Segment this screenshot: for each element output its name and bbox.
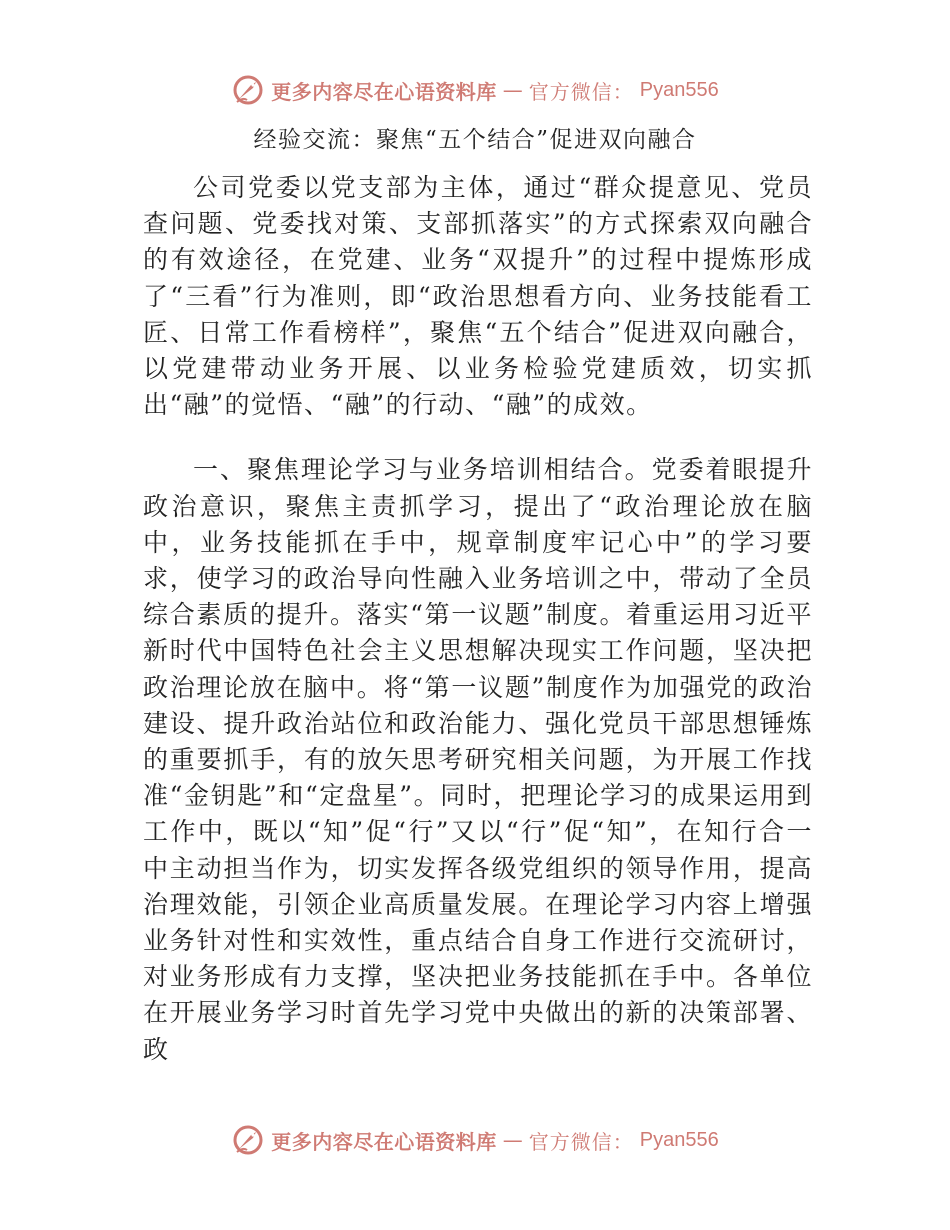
watermark-footer [0, 1122, 950, 1158]
watermark-id: Pyan556 [639, 78, 719, 101]
watermark-header [0, 72, 950, 108]
watermark-dash: — [502, 78, 523, 102]
paragraph-intro: 公司党委以党支部为主体，通过“群众提意见、党员查问题、党委找对策、支部抓落实”的方式探索双向融合的有效途径，在党建、业务“双提升”的过程中提炼形成了“三看”行为准则，即“政治思想看方向、业务技能看工匠、日常工作看榜样”，聚焦“五个结合”促进双向融合，以党建带动业务开展、以业务检验党建质效，切实抓出“融”的觉悟、“融”的行动、“融”的成效。 [143, 173, 813, 420]
watermark-sub: 官方微信： [528, 1129, 634, 1154]
paragraph-section-one: 一、聚焦理论学习与业务培训相结合。党委着眼提升政治意识，聚焦主责抓学习，提出了“政治理论放在脑中，业务技能抓在手中，规章制度牢记心中”的学习要求，使学习的政治导向性融入业务培训之中，带动了全员综合素质的提升。落实“第一议题”制度。着重运用习近平新时代中国特色社会主义思想解决现实工作问题，坚决把政治理论放在脑中。将“第一议题”制度作为加强党的政治建设、提升政治站位和政治能力、强化党员干部思想锤炼的重要抓手，有的放矢思考研究相关问题，为开展工作找准“金钥匙”和“定盘星”。同时，把理论学习的成果运用到工作中，既以“知”促“行”又以“行”促“知”，在知行合一中主动担当作为，切实发挥各级党组织的领导作用，提高治理效能，引领企业高质量发展。在理论学习内容上增强业务针对性和实效性，重点结合自身工作进行交流研讨，对业务形成有力支撑，坚决把业务技能抓在手中。各单位在开展业务学习时首先学习党中央做出的新的决策部署、政 [143, 455, 813, 1064]
pen-nib-circle-icon [231, 73, 265, 107]
watermark-sub: 官方微信： [528, 79, 634, 104]
watermark-text: 更多内容尽在心语资料库 [271, 79, 497, 104]
document-title: 经验交流：聚焦“五个结合”促进双向融合 [253, 127, 697, 153]
pen-nib-circle-icon [231, 1123, 265, 1157]
watermark-text: 更多内容尽在心语资料库 [271, 1129, 497, 1154]
watermark-id: Pyan556 [639, 1128, 719, 1151]
document-body [143, 170, 813, 1068]
watermark-dash: — [502, 1128, 523, 1152]
